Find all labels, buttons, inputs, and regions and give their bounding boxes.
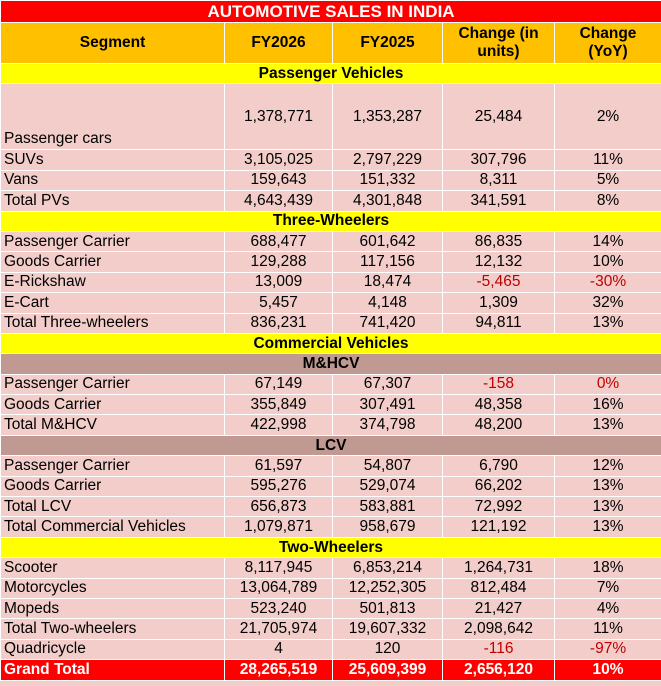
fy2026-cell: 422,998: [225, 415, 333, 435]
section-title: Passenger Vehicles: [1, 64, 661, 84]
fy2025-cell: 307,491: [333, 395, 443, 415]
table-row: [1, 639, 661, 659]
segment-cell: Scooter: [1, 558, 225, 578]
change-units-cell: 21,427: [443, 598, 555, 618]
fy2026-cell: 656,873: [225, 497, 333, 517]
segment-cell: Total Commercial Vehicles: [1, 517, 225, 537]
change-yoy-cell: 13%: [555, 517, 661, 537]
fy2026-cell: 61,597: [225, 456, 333, 476]
fy2026-cell: 28,265,519: [225, 660, 333, 680]
section-title: Commercial Vehicles: [1, 333, 661, 353]
fy2026-cell: 21,705,974: [225, 619, 333, 639]
table-row: [1, 272, 661, 292]
table-row: [1, 598, 661, 618]
section-header-row: [1, 537, 661, 557]
change-units-cell: 8,311: [443, 170, 555, 190]
table-row: [1, 191, 661, 211]
change-yoy-cell: 12%: [555, 456, 661, 476]
fy2025-cell: 67,307: [333, 374, 443, 394]
change-yoy-cell: 10%: [555, 252, 661, 272]
segment-cell: Passenger cars: [1, 84, 225, 150]
segment-cell: Total Two-wheelers: [1, 619, 225, 639]
change-units-cell: 12,132: [443, 252, 555, 272]
table-title: AUTOMOTIVE SALES IN INDIA: [1, 1, 661, 23]
change-yoy-cell: 13%: [555, 497, 661, 517]
segment-cell: SUVs: [1, 150, 225, 170]
fy2025-cell: 601,642: [333, 231, 443, 251]
change-yoy-cell: -30%: [555, 272, 661, 292]
change-units-cell: 341,591: [443, 191, 555, 211]
header-change-units: Change (in units): [443, 23, 555, 64]
fy2025-cell: 25,609,399: [333, 660, 443, 680]
segment-cell: Quadricycle: [1, 639, 225, 659]
fy2026-cell: 836,231: [225, 313, 333, 333]
change-yoy-cell: 14%: [555, 231, 661, 251]
change-yoy-cell: 0%: [555, 374, 661, 394]
segment-cell: Grand Total: [1, 660, 225, 680]
fy2026-cell: 129,288: [225, 252, 333, 272]
fy2025-cell: 1,353,287: [333, 84, 443, 150]
table-row: [1, 558, 661, 578]
fy2025-cell: 4,148: [333, 293, 443, 313]
change-units-cell: 6,790: [443, 456, 555, 476]
change-yoy-cell: 4%: [555, 598, 661, 618]
change-yoy-cell: 10%: [555, 660, 661, 680]
change-units-cell: -116: [443, 639, 555, 659]
fy2025-cell: 958,679: [333, 517, 443, 537]
fy2025-cell: 4,301,848: [333, 191, 443, 211]
fy2026-cell: 1,378,771: [225, 84, 333, 150]
table-row: [1, 395, 661, 415]
change-units-cell: 812,484: [443, 578, 555, 598]
fy2025-cell: 2,797,229: [333, 150, 443, 170]
sales-table-body: [1, 1, 661, 681]
header-row: [1, 23, 661, 64]
fy2026-cell: 13,009: [225, 272, 333, 292]
fy2025-cell: 741,420: [333, 313, 443, 333]
change-yoy-cell: 16%: [555, 395, 661, 415]
fy2025-cell: 151,332: [333, 170, 443, 190]
change-units-cell: 94,811: [443, 313, 555, 333]
change-units-cell: 2,656,120: [443, 660, 555, 680]
table-row: [1, 313, 661, 333]
fy2025-cell: 501,813: [333, 598, 443, 618]
segment-cell: E-Cart: [1, 293, 225, 313]
fy2025-cell: 6,853,214: [333, 558, 443, 578]
segment-cell: Motorcycles: [1, 578, 225, 598]
segment-cell: Goods Carrier: [1, 476, 225, 496]
fy2025-cell: 120: [333, 639, 443, 659]
fy2026-cell: 4: [225, 639, 333, 659]
fy2025-cell: 529,074: [333, 476, 443, 496]
subsection-header-row: [1, 435, 661, 455]
change-yoy-cell: 13%: [555, 313, 661, 333]
subsection-title: M&HCV: [1, 354, 661, 374]
header-change-yoy: Change (YoY): [555, 23, 661, 64]
change-units-cell: 86,835: [443, 231, 555, 251]
segment-cell: Total PVs: [1, 191, 225, 211]
segment-cell: Goods Carrier: [1, 395, 225, 415]
header-segment: Segment: [1, 23, 225, 64]
table-row: [1, 517, 661, 537]
change-units-cell: 307,796: [443, 150, 555, 170]
grand-total-row: [1, 660, 661, 680]
change-yoy-cell: 32%: [555, 293, 661, 313]
fy2026-cell: 13,064,789: [225, 578, 333, 598]
change-yoy-cell: 7%: [555, 578, 661, 598]
fy2026-cell: 67,149: [225, 374, 333, 394]
table-row: [1, 84, 661, 150]
change-yoy-cell: -97%: [555, 639, 661, 659]
title-row: [1, 1, 661, 23]
change-yoy-cell: 13%: [555, 476, 661, 496]
subsection-header-row: [1, 354, 661, 374]
fy2025-cell: 18,474: [333, 272, 443, 292]
change-units-cell: 48,358: [443, 395, 555, 415]
change-units-cell: 66,202: [443, 476, 555, 496]
section-header-row: [1, 333, 661, 353]
segment-cell: Passenger Carrier: [1, 456, 225, 476]
change-yoy-cell: 5%: [555, 170, 661, 190]
change-yoy-cell: 13%: [555, 415, 661, 435]
segment-cell: E-Rickshaw: [1, 272, 225, 292]
fy2026-cell: 3,105,025: [225, 150, 333, 170]
segment-cell: Total LCV: [1, 497, 225, 517]
table-row: [1, 252, 661, 272]
change-units-cell: 121,192: [443, 517, 555, 537]
section-title: Three-Wheelers: [1, 211, 661, 231]
fy2026-cell: 355,849: [225, 395, 333, 415]
table-row: [1, 497, 661, 517]
section-title: Two-Wheelers: [1, 537, 661, 557]
fy2025-cell: 374,798: [333, 415, 443, 435]
table-row: [1, 578, 661, 598]
change-yoy-cell: 18%: [555, 558, 661, 578]
header-fy2025: FY2025: [333, 23, 443, 64]
fy2026-cell: 1,079,871: [225, 517, 333, 537]
subsection-title: LCV: [1, 435, 661, 455]
segment-cell: Total M&HCV: [1, 415, 225, 435]
fy2026-cell: 688,477: [225, 231, 333, 251]
table-row: [1, 456, 661, 476]
segment-cell: Vans: [1, 170, 225, 190]
fy2025-cell: 117,156: [333, 252, 443, 272]
change-units-cell: -158: [443, 374, 555, 394]
change-yoy-cell: 11%: [555, 619, 661, 639]
table-row: [1, 619, 661, 639]
change-units-cell: 48,200: [443, 415, 555, 435]
fy2025-cell: 12,252,305: [333, 578, 443, 598]
table-row: [1, 150, 661, 170]
fy2025-cell: 54,807: [333, 456, 443, 476]
fy2026-cell: 595,276: [225, 476, 333, 496]
table-row: [1, 293, 661, 313]
change-units-cell: 1,309: [443, 293, 555, 313]
fy2026-cell: 5,457: [225, 293, 333, 313]
section-header-row: [1, 64, 661, 84]
segment-cell: Total Three-wheelers: [1, 313, 225, 333]
table-row: [1, 415, 661, 435]
change-units-cell: 2,098,642: [443, 619, 555, 639]
section-header-row: [1, 211, 661, 231]
table-row: [1, 374, 661, 394]
change-yoy-cell: 11%: [555, 150, 661, 170]
fy2026-cell: 4,643,439: [225, 191, 333, 211]
segment-cell: Mopeds: [1, 598, 225, 618]
change-yoy-cell: 8%: [555, 191, 661, 211]
fy2025-cell: 583,881: [333, 497, 443, 517]
change-units-cell: -5,465: [443, 272, 555, 292]
table-row: [1, 231, 661, 251]
change-units-cell: 25,484: [443, 84, 555, 150]
fy2026-cell: 159,643: [225, 170, 333, 190]
header-fy2026: FY2026: [225, 23, 333, 64]
change-yoy-cell: 2%: [555, 84, 661, 150]
segment-cell: Passenger Carrier: [1, 374, 225, 394]
fy2026-cell: 523,240: [225, 598, 333, 618]
fy2026-cell: 8,117,945: [225, 558, 333, 578]
fy2025-cell: 19,607,332: [333, 619, 443, 639]
segment-cell: Passenger Carrier: [1, 231, 225, 251]
change-units-cell: 72,992: [443, 497, 555, 517]
table-row: [1, 170, 661, 190]
table-row: [1, 476, 661, 496]
change-units-cell: 1,264,731: [443, 558, 555, 578]
segment-cell: Goods Carrier: [1, 252, 225, 272]
